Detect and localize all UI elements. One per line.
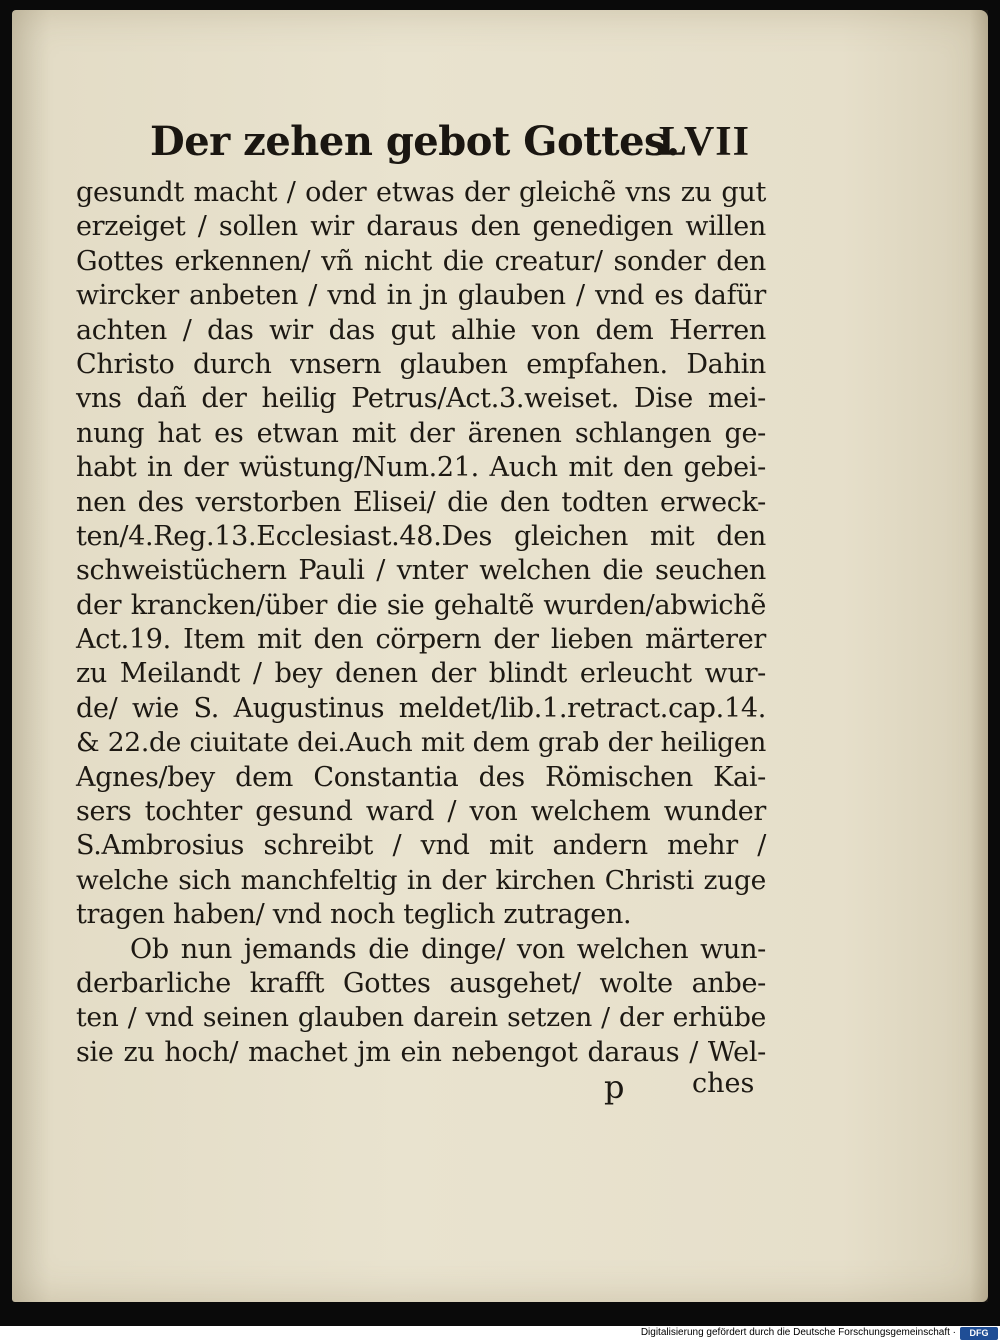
catchword: ches (692, 1068, 755, 1099)
text-line: & 22.de ciuitate dei.Auch mit dem grab der heiligen (76, 727, 766, 759)
book-page (12, 10, 988, 1302)
text-line: Ob nun jemands die dinge/ von welchen wun- (130, 933, 766, 965)
text-line: der krancken/über die sie gehaltẽ wurden/abwichẽ (76, 589, 766, 621)
text-line: gesundt macht / oder etwas der gleichẽ vns zu gut (76, 177, 766, 208)
text-line: derbarliche krafft Gottes ausgehet/ wolte anbe- (76, 967, 766, 999)
text-line: Agnes/bey dem Constantia des Römischen Kai- (76, 761, 766, 793)
folio-number: LVII (658, 119, 750, 165)
text-line: nen des verstorben Elisei/ die den todten erweck- (76, 486, 766, 518)
text-line: vns dañ der heilig Petrus/Act.3.weiset. Dise mei- (76, 383, 766, 415)
text-line: ten / vnd seinen glauben darein setzen / der erhübe (76, 1002, 766, 1034)
dfg-logo: DFG (960, 1327, 998, 1340)
text-line: zu Meilandt / bey denen der blindt erleucht wur- (76, 658, 766, 690)
text-block (76, 176, 766, 1070)
text-line: S.Ambrosius schreibt / vnd mit andern mehr / (76, 830, 766, 862)
text-line: schweistüchern Pauli / vnter welchen die seuchen (76, 555, 766, 587)
text-line: welche sich manchfeltig in der kirchen Christi zuge (76, 864, 766, 896)
page-edge-shadow (970, 10, 988, 1302)
text-line: Act.19. Item mit den cörpern der lieben märterer (76, 624, 766, 656)
text-line: erzeiget / sollen wir daraus den genedigen willen (76, 211, 766, 243)
text-line: achten / das wir das gut alhie von dem Herren (76, 314, 766, 346)
text-line: sers tochter gesund ward / von welchem wunder (76, 796, 766, 828)
text-line: Christo durch vnsern glauben empfahen. Dahin (76, 348, 766, 380)
text-line: tragen haben/ vnd noch teglich zutragen. (76, 899, 632, 931)
funding-credit: Digitalisierung gefördert durch die Deutsche Forschungsgemeinschaft · (640, 1327, 956, 1338)
text-line: habt in der wüstung/Num.21. Auch mit den gebei- (76, 452, 766, 484)
text-line: de/ wie S. Augustinus meldet/lib.1.retract.cap.14. (76, 692, 766, 724)
page-header (150, 118, 750, 174)
text-line: wircker anbeten / vnd in jn glauben / vnd es dafür (76, 280, 766, 312)
signature-mark: p (604, 1068, 625, 1106)
running-title: Der zehen gebot Gottes. (150, 118, 680, 165)
text-line: ten/4.Reg.13.Ecclesiast.48.Des gleichen mit den (76, 520, 766, 552)
text-line: nung hat es etwan mit der ärenen schlangen ge- (76, 417, 766, 449)
text-line: Gottes erkennen/ vñ nicht die creatur/ sonder den (76, 245, 766, 277)
text-line: sie zu hoch/ machet jm ein nebengot daraus / Wel- (76, 1036, 766, 1068)
